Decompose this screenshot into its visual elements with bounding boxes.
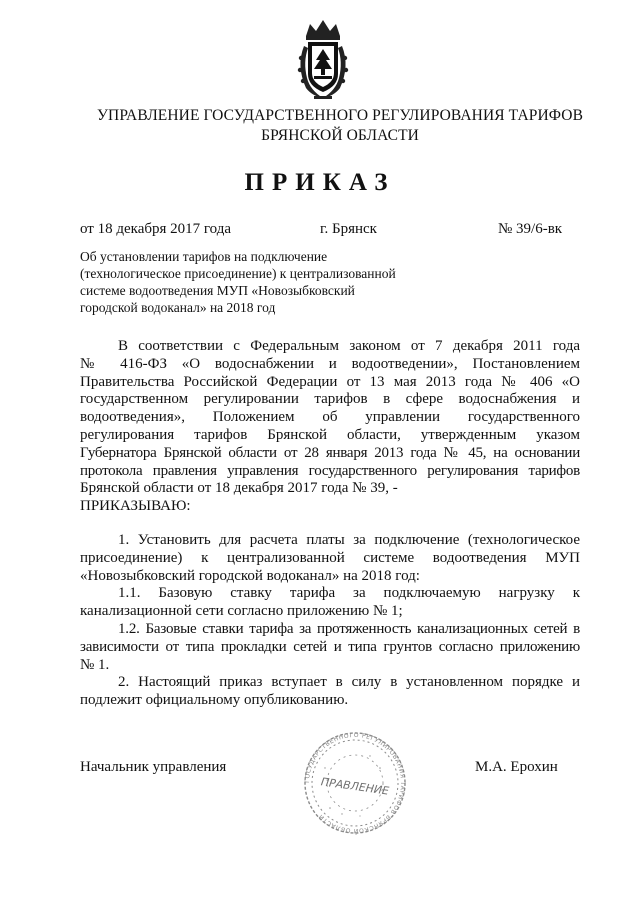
item-line: канализационной сети согласно приложению № 1;: [80, 602, 403, 619]
subject-line: Об установлении тарифов на подключение: [80, 249, 328, 264]
document-city: г. Брянск: [320, 221, 377, 237]
svg-text:ГОСУДАРСТВЕННОГО РЕГУЛИРОВАНИЯ: ГОСУДАРСТВЕННОГО РЕГУЛИРОВАНИЯ ТАРИФОВ БРЯНСКОЙ ОБЛАСТИ: [303, 731, 407, 835]
item-line: 1. Установить для расчета платы за подключение (технологическое: [118, 532, 580, 548]
subject-line: системе водоотведения МУП «Новозыбковский: [80, 283, 355, 298]
preamble-line: Брянской области от 18 декабря 2017 года № 39, -: [80, 480, 398, 497]
item-line: подлежит официальному опубликованию.: [80, 691, 349, 708]
coat-of-arms-emblem: [292, 18, 354, 102]
svg-text:ПРАВЛЕНИЕ: ПРАВЛЕНИЕ: [320, 775, 390, 798]
preamble-line: государственном регулировании тарифов в сфере водоснабжения и: [80, 391, 580, 408]
item-line: 2. Настоящий приказ вступает в силу в установленном порядке и: [118, 674, 580, 690]
preamble-line: Правительства Российской Федерации от 13 мая 2013 года № 406 «О: [80, 373, 580, 390]
document-subject: [80, 248, 410, 316]
signatory-position: Начальник управления: [80, 759, 227, 775]
subject-line: городской водоканал» на 2018 год: [80, 300, 276, 315]
item-line: зависимости от типа прокладки сетей и типа грунтов согласно приложению: [80, 638, 580, 655]
preamble-line: В соответствии с Федеральным законом от 7 декабря 2011 года: [118, 338, 580, 354]
order-item-1-2: [80, 621, 580, 674]
item-line: 1.1. Базовую ставку тарифа за подключаемую нагрузку к: [118, 585, 580, 601]
preamble-line: Губернатора Брянской области от 28 января 2013 года № 45, на основании: [80, 444, 580, 461]
preamble-paragraph: [80, 338, 580, 516]
document-number: № 39/6-вк: [498, 221, 563, 237]
item-line: «Новозыбковский городской водоканал» на 2018 год:: [80, 567, 420, 584]
preamble-line: протокола правления управления государственного регулирования тарифов: [80, 462, 580, 479]
order-word: ПРИКАЗЫВАЮ:: [80, 498, 191, 515]
preamble-line: регулирования тарифов Брянской области, утвержденным указом: [80, 426, 580, 443]
document-date: от 18 декабря 2017 года: [80, 221, 232, 237]
order-item-1: [80, 532, 580, 585]
preamble-line: № 416-ФЗ «О водоснабжении и водоотведении», Постановлением: [80, 355, 580, 372]
preamble-line: водоотведения», Положением об управлении государственного: [80, 409, 580, 426]
item-line: № 1.: [80, 656, 110, 673]
order-item-1-1: [80, 585, 580, 621]
signatory-name: М.А. Ерохин: [475, 759, 558, 775]
official-stamp: [300, 728, 410, 838]
item-line: присоединение) к централизованной системе водоотведения МУП: [80, 549, 580, 566]
subject-line: (технологическое присоединение) к централизованной: [80, 266, 396, 281]
organization-name-line1: УПРАВЛЕНИЕ ГОСУДАРСТВЕННОГО РЕГУЛИРОВАНИЯ ТАРИФОВ: [96, 107, 584, 124]
order-item-2: [80, 674, 580, 710]
document-title: ПРИКАЗ: [244, 169, 396, 196]
item-line: 1.2. Базовые ставки тарифа за протяженность канализационных сетей в: [118, 621, 580, 637]
organization-name-line2: БРЯНСКОЙ ОБЛАСТИ: [261, 127, 419, 144]
